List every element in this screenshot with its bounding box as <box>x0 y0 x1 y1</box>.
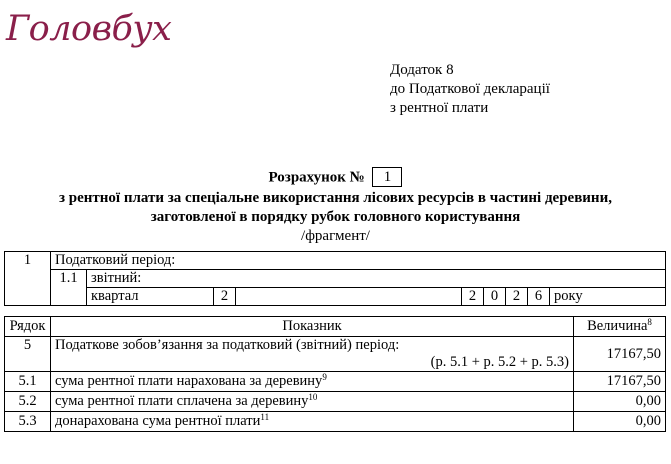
period-label: Податковий період: <box>51 252 666 270</box>
annex-line-1: Додаток 8 <box>390 62 454 78</box>
annex-line-3: з рентної плати <box>390 100 489 116</box>
row-indicator-text: сума рентної плати сплачена за деревину <box>55 393 309 409</box>
row-value: 0,00 <box>574 392 666 412</box>
table-row <box>5 412 666 432</box>
title-fragment: /фрагмент/ <box>301 228 370 244</box>
title-main: Розрахунок № <box>268 169 365 186</box>
title-subtitle-2: заготовленої в порядку рубок головного користування <box>150 209 521 225</box>
annex-line-2: до Податкової декларації <box>390 81 550 97</box>
header-row-number: Рядок <box>5 317 51 337</box>
row-value: 0,00 <box>574 412 666 432</box>
period-sub-label: звітний: <box>87 270 666 288</box>
table-row <box>5 392 666 412</box>
row-indicator <box>51 392 574 412</box>
row-footnote: 9 <box>322 372 327 382</box>
row-footnote: 10 <box>308 392 318 402</box>
row-number: 5.1 <box>5 372 51 392</box>
header-value-label: Величина <box>587 318 648 334</box>
calculation-number: 1 <box>372 167 402 187</box>
quarter-label: квартал <box>87 288 214 306</box>
period-row-number: 1 <box>5 252 51 306</box>
row-footnote: 11 <box>260 412 270 422</box>
year-digit: 6 <box>528 288 550 306</box>
row-value: 17167,50 <box>574 372 666 392</box>
table-header-row <box>5 317 666 337</box>
period-sub-number: 1.1 <box>51 270 87 306</box>
row-indicator-text: сума рентної плати нарахована за деревину <box>55 373 323 389</box>
table-row <box>5 337 666 372</box>
logo: Головбух <box>6 9 172 49</box>
calculation-table <box>4 316 666 432</box>
row-indicator <box>51 372 574 392</box>
row-indicator <box>51 412 574 432</box>
row-number: 5 <box>5 337 51 372</box>
year-digit: 2 <box>462 288 484 306</box>
annex-note <box>390 61 550 118</box>
row-indicator-formula: (р. 5.1 + р. 5.2 + р. 5.3) <box>430 354 569 370</box>
period-blank-cell <box>236 288 462 306</box>
row-number: 5.3 <box>5 412 51 432</box>
tax-period-table <box>4 251 666 306</box>
row-indicator-text: донарахована сума рентної плати <box>55 413 261 429</box>
document-title <box>0 168 671 188</box>
row-indicator <box>51 337 574 372</box>
year-label: року <box>550 288 666 306</box>
year-digit: 2 <box>506 288 528 306</box>
quarter-value: 2 <box>214 288 236 306</box>
row-value: 17167,50 <box>574 337 666 372</box>
header-value-footnote: 8 <box>647 317 652 327</box>
row-indicator-text: Податкове зобов’язання за податковий (звітний) період: <box>55 337 400 353</box>
table-row <box>5 372 666 392</box>
header-value <box>574 317 666 337</box>
header-indicator: Показник <box>51 317 574 337</box>
year-digit: 0 <box>484 288 506 306</box>
title-subtitle-1: з рентної плати за спеціальне використання лісових ресурсів в частині деревини, <box>59 190 612 206</box>
row-number: 5.2 <box>5 392 51 412</box>
